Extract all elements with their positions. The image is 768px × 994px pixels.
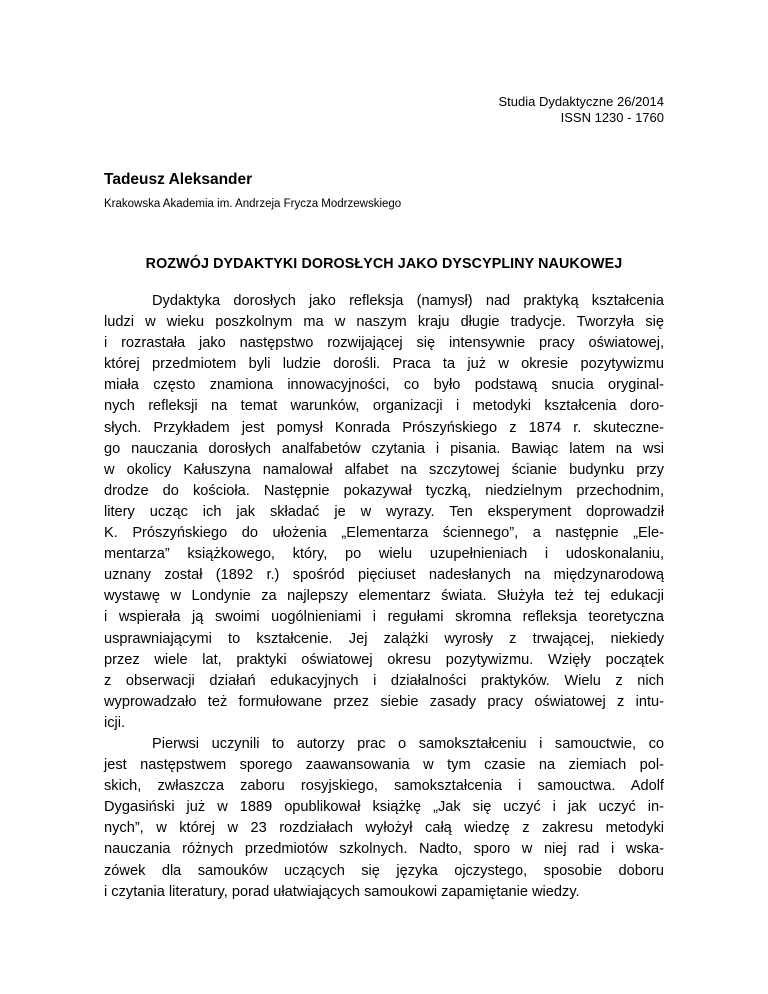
paragraph2-line: i czytania literatury, porad ułatwiających samoukowi zapamiętanie wiedzy. bbox=[104, 883, 580, 900]
paragraph1-line: ludzi w wieku poszkolnym ma w naszym kraju długie tradycje. Tworzyła się bbox=[104, 314, 664, 331]
issn: ISSN 1230 - 1760 bbox=[560, 110, 664, 125]
paragraph2-line: skich, zwłaszcza zaboru rosyjskiego, samokształcenia i samouctwa. Adolf bbox=[104, 778, 664, 795]
paragraph2-line: Dygasiński już w 1889 opublikował książkę „Jak się uczyć i jak uczyć in- bbox=[104, 799, 664, 816]
journal-title: Studia Dydaktyczne 26/2014 bbox=[498, 94, 664, 109]
paragraph1-line: go nauczania dorosłych analfabetów czytania i pisania. Bawiąc latem na wsi bbox=[104, 440, 664, 457]
article-title: ROZWÓJ DYDAKTYKI DOROSŁYCH JAKO DYSCYPLINY NAUKOWEJ bbox=[145, 256, 623, 272]
paragraph2-line: nauczania różnych przedmiotów szkolnych. Nadto, sporo w niej rad i wska- bbox=[104, 841, 664, 858]
paragraph1-line: i rozrastała jako następstwo rozwijającej się intensywnie pracy oświatowej, bbox=[104, 335, 664, 352]
paragraph1-line: litery ucząc ich jak składać je w wyrazy. Ten eksperyment doprowadził bbox=[104, 503, 664, 520]
paragraph1-line: usprawniającymi to kształcenie. Jej zalążki wyrosły z trwającej, niekiedy bbox=[104, 630, 664, 647]
journal-header bbox=[499, 94, 665, 126]
paragraph2-line: nych”, w której w 23 rozdziałach wyłożył całą wiedzę z zakresu metodyki bbox=[104, 820, 664, 837]
paragraph1-line: przez wiele lat, praktyki oświatowej okresu pozytywizmu. Wzięły początek bbox=[104, 651, 664, 668]
paragraph2-line: zówek dla samouków uczących się języka ojczystego, sposobie doboru bbox=[104, 862, 664, 879]
paragraph1-line: wystawę w Londynie za najlepszy elementarz świata. Służyła też tej edukacji bbox=[104, 588, 664, 605]
paragraph1-line: słych. Przykładem jest pomysł Konrada Prószyńskiego z 1874 r. skuteczne- bbox=[104, 419, 664, 436]
paragraph1-line: mentarza” książkowego, który, po wielu uzupełnieniach i udoskonalaniu, bbox=[104, 546, 664, 563]
paragraph1-line: nych refleksji na temat warunków, organizacji i metodyki kształcenia doro- bbox=[104, 398, 664, 415]
paragraph1-line: icji. bbox=[104, 714, 126, 731]
article-body bbox=[104, 291, 664, 903]
paragraph1-line: wyprowadzało też formułowane przez siebie zasady pracy oświatowej z intu- bbox=[104, 693, 664, 710]
paragraph1-line: w okolicy Kałuszyna namalował alfabet na szczytowej ścianie budynku przy bbox=[104, 461, 664, 478]
paragraph1-line: i wspierała ją swoimi uogólnieniami i regułami skromna refleksja teoretyczna bbox=[104, 609, 664, 626]
paragraph1-line: K. Prószyńskiego do ułożenia „Elementarza ściennego”, a następnie „Ele- bbox=[104, 525, 664, 542]
paragraph1-line: Dydaktyka dorosłych jako refleksja (namysł) nad praktyką kształcenia bbox=[152, 293, 664, 309]
author-affiliation: Krakowska Akademia im. Andrzeja Frycza Modrzewskiego bbox=[104, 198, 402, 210]
paragraph1-line: z obserwacji działań edukacyjnych i działalności praktyków. Wielu z nich bbox=[104, 672, 664, 689]
paragraph2-line: jest następstwem sporego zaawansowania w tym czasie na ziemiach pol- bbox=[104, 757, 664, 774]
paragraph1-line: uznany został (1892 r.) spośród pięciuset nadesłanych na międzynarodową bbox=[104, 567, 664, 584]
paragraph1-line: miała często znamiona innowacyjności, co było podstawą snucia oryginal- bbox=[104, 377, 664, 394]
paragraph1-line: drodze do kościoła. Następnie pokazywał tyczką, niedzielnym przechodnim, bbox=[104, 482, 664, 499]
paragraph1-line: której przedmiotem byli ludzie dorośli. Praca ta już w okresie pozytywizmu bbox=[104, 356, 664, 373]
paragraph2-line: Pierwsi uczynili to autorzy prac o samokształceniu i samouctwie, co bbox=[152, 735, 664, 752]
author-name: Tadeusz Aleksander bbox=[104, 171, 253, 188]
